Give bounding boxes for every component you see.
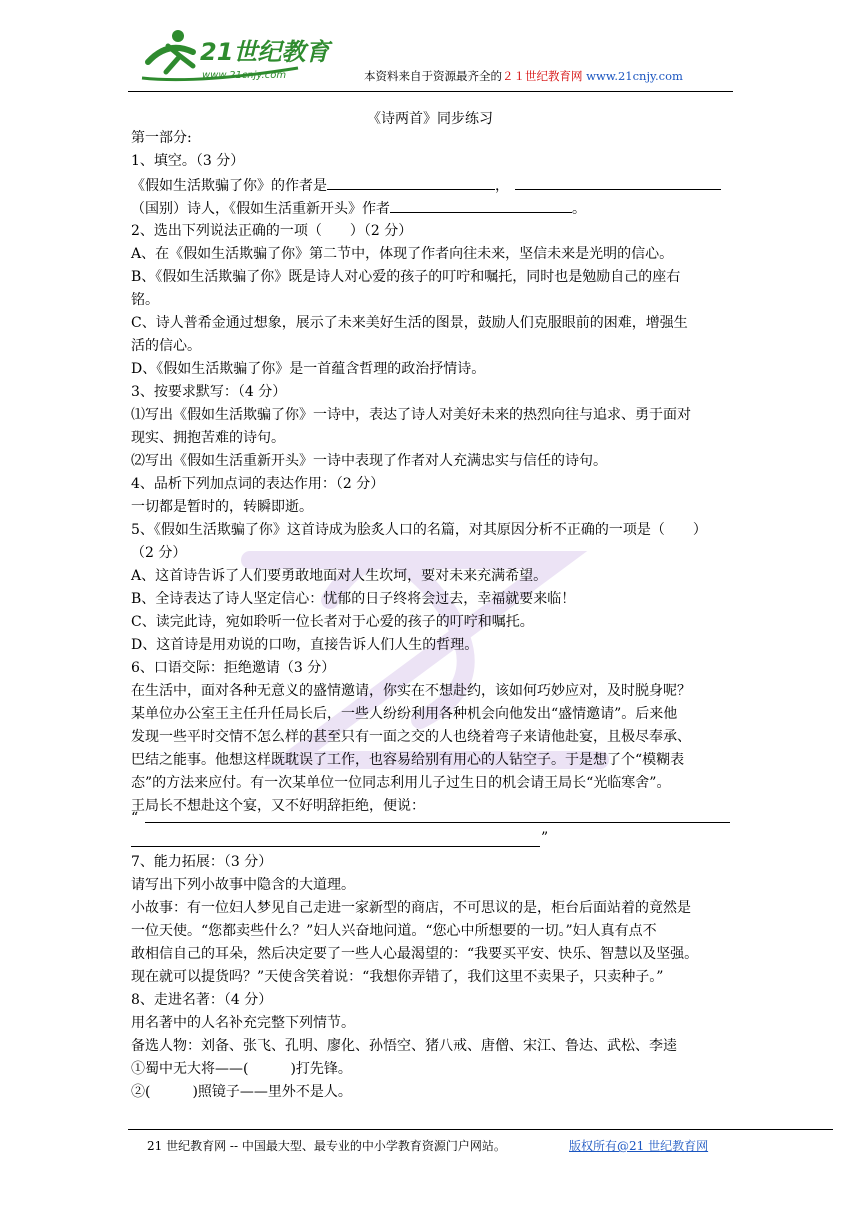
question-1-line-2 <box>131 198 586 219</box>
question-7-prompt: 请写出下列小故事中隐含的大道理。 <box>131 877 355 893</box>
text-segment: 《假如生活欺骗了你》的作者是 <box>131 178 327 194</box>
question-3-1: ⑴写出《假如生活欺骗了你》一诗中，表达了诗人对美好未来的热烈向往与追求、勇于面对 <box>131 407 691 423</box>
question-8-prompt: 用名著中的人名补充完整下列情节。 <box>131 1015 355 1031</box>
option-5b: B、全诗表达了诗人坚定信心：忧郁的日子终将会过去，幸福就要来临！ <box>131 591 576 607</box>
footer-copyright-link[interactable]: 版权所有@21 世纪教育网 <box>569 1139 709 1153</box>
answer-line-6b[interactable] <box>131 846 540 847</box>
header-prefix: 本资料来自于资源最齐全的 <box>364 69 502 83</box>
story-p1: 小故事：有一位妇人梦见自己走进一家新型的商店，不可思议的是，柜台后面站着的竟然是 <box>131 900 691 916</box>
candidate-names: 备选人物：刘备、张飞、孔明、廖化、孙悟空、猪八戒、唐僧、宋江、鲁达、武松、李逵 <box>131 1038 677 1054</box>
logo-text: 21世纪教育 <box>200 38 330 66</box>
document-title: 《诗两首》同步练习 <box>367 111 493 127</box>
logo-url: www.21cnjy.com <box>202 70 287 81</box>
answer-blank-author-2[interactable] <box>390 198 572 213</box>
question-4: 4、品析下列加点词的表达作用：（2 分） <box>131 476 385 492</box>
question-1: 1、填空。（3 分） <box>131 153 245 169</box>
footer-divider <box>128 1129 833 1130</box>
close-quote: ” <box>541 830 549 846</box>
question-6: 6、口语交际：拒绝邀请（3 分） <box>131 660 336 676</box>
item-8-2: ②( )照镜子——里外不是人。 <box>131 1084 352 1100</box>
question-6-p3: 发现一些平时交情不怎么样的甚至只有一面之交的人也绕着弯子来请他赴宴，且极尽奉承、 <box>131 729 691 745</box>
question-1-line-1 <box>131 175 721 196</box>
story-p3: 敢相信自己的耳朵，然后决定要了一些人心最渴望的：“我要买平安、快乐、智慧以及坚强。 <box>131 946 699 962</box>
story-p2: 一位天使。“您都卖些什么？”妇人兴奋地问道。“您心中所想要的一切。”妇人真有点不 <box>131 923 657 939</box>
item-8-1: ①蜀中无大将——( )打先锋。 <box>131 1061 352 1077</box>
section-heading: 第一部分: <box>131 130 192 146</box>
answer-blank-country[interactable] <box>515 175 721 190</box>
option-2d: D、《假如生活欺骗了你》是一首蕴含哲理的政治抒情诗。 <box>131 361 486 377</box>
header-site-link[interactable]: www.21cnjy.com <box>586 69 683 83</box>
answer-blank-author[interactable] <box>327 175 495 190</box>
question-3-2: ⑵写出《假如生活重新开头》一诗中表现了作者对人充满忠实与信任的诗句。 <box>131 453 607 469</box>
option-2b: B、《假如生活欺骗了你》既是诗人对心爱的孩子的叮咛和嘱托，同时也是勉励自己的座右 <box>131 269 681 285</box>
question-5: 5、《假如生活欺骗了你》这首诗成为脍炙人口的名篇，对其原因分析不正确的一项是（ ） <box>131 522 707 538</box>
option-5c: C、读完此诗，宛如聆听一位长者对于心爱的孩子的叮咛和嘱托。 <box>131 614 534 630</box>
option-5d: D、这首诗是用劝说的口吻，直接告诉人们人生的哲理。 <box>131 637 479 653</box>
comma: ， <box>495 178 509 194</box>
question-6-p6: 王局长不想赴这个宴，又不好明辞拒绝，便说： <box>131 798 425 814</box>
header-source <box>364 68 683 84</box>
question-4-text: 一切都是暂时的，转瞬即逝。 <box>131 499 313 515</box>
option-2c: C、诗人普希金通过想象，展示了未来美好生活的图景，鼓励人们克服眼前的困难，增强生 <box>131 315 688 331</box>
question-3-1-cont: 现实、拥抱苦难的诗句。 <box>131 430 285 446</box>
footer-text: 21 世纪教育网 -- 中国最大型、最专业的中小学教育资源门户网站。 <box>147 1139 506 1153</box>
option-2b-cont: 铭。 <box>131 292 159 308</box>
open-quote: “ <box>131 810 139 826</box>
site-logo <box>138 22 338 86</box>
question-6-p1: 在生活中，面对各种无意义的盛情邀请，你实在不想赴约，该如何巧妙应对，及时脱身呢？ <box>131 683 691 699</box>
option-5a: A、这首诗告诉了人们要勇敢地面对人生坎坷，要对未来充满希望。 <box>131 568 548 584</box>
option-2a: A、在《假如生活欺骗了你》第二节中，体现了作者向往未来，坚信未来是光明的信心。 <box>131 246 674 262</box>
question-2: 2、选出下列说法正确的一项（ ）（2 分） <box>131 223 413 239</box>
question-6-p2: 某单位办公室王主任升任局长后，一些人纷纷利用各种机会向他发出“盛情邀请”。后来他 <box>131 706 678 722</box>
question-8: 8、走进名著：（4 分） <box>131 992 273 1008</box>
header-divider <box>128 91 733 92</box>
story-p4: 现在就可以提货吗？”天使含笑着说：“我想你弄错了，我们这里不卖果子，只卖种子。” <box>131 969 664 985</box>
answer-line-6a[interactable] <box>145 822 730 823</box>
question-3: 3、按要求默写：（4 分） <box>131 384 287 400</box>
period: 。 <box>572 201 586 217</box>
question-7: 7、能力拓展：（3 分） <box>131 854 273 870</box>
header-brand: ２１世纪教育网 <box>502 69 583 83</box>
text-segment: （国别）诗人，《假如生活重新开头》作者 <box>131 201 390 217</box>
question-6-p5: 态”的方法来应付。有一次某单位一位同志利用儿子过生日的机会请王局长“光临寒舍”。 <box>131 775 671 791</box>
question-5-score: （2 分） <box>131 545 187 561</box>
option-2c-cont: 活的信心。 <box>131 338 201 354</box>
question-6-p4: 巴结之能事。他想这样既耽误了工作，也容易给别有用心的人钻空子。于是想了个“模糊表 <box>131 752 685 768</box>
